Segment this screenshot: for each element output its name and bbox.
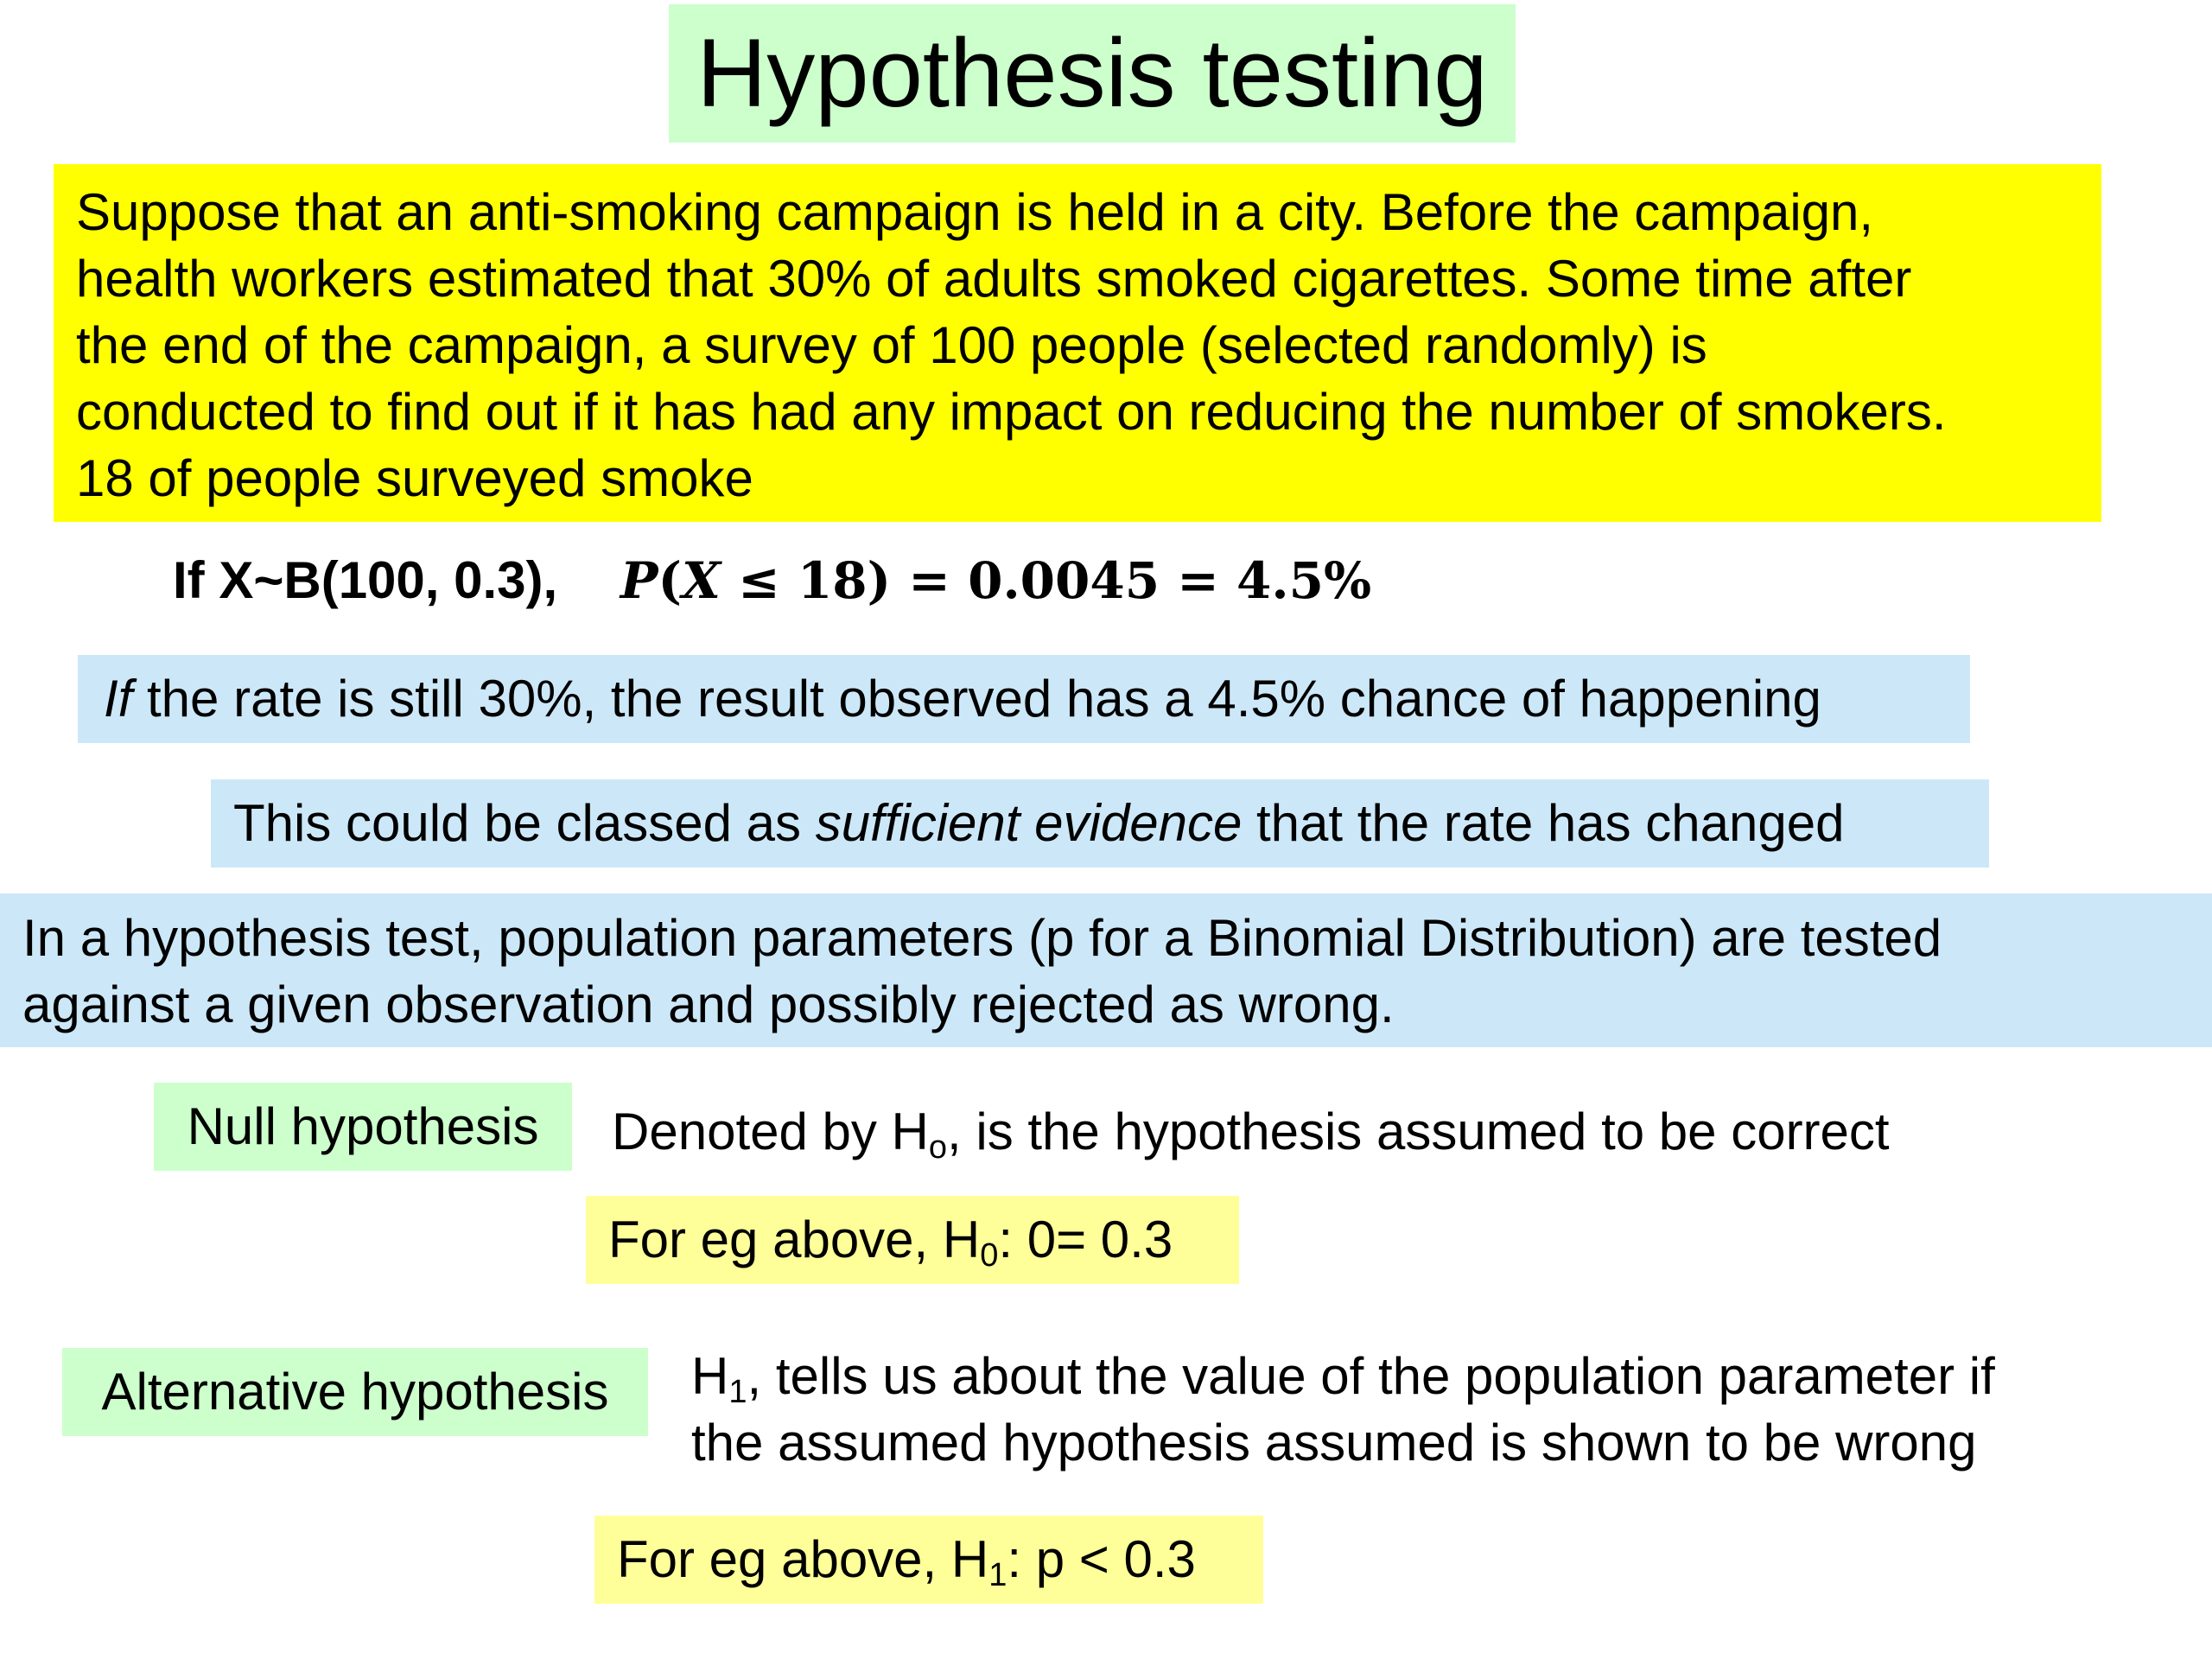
alt-desc-subscript: 1 [728,1374,747,1410]
sufficient-italic: sufficient evidence [815,794,1243,852]
parameter-line: against a given observation and possibly rejected as wrong. [22,976,1395,1033]
parameter-explanation [0,893,2212,1047]
alt-example-rest: : p < 0.3 [1007,1530,1196,1588]
problem-statement [54,164,2101,522]
alternative-hypothesis-example [594,1516,1263,1604]
null-hypothesis-description [612,1090,2150,1173]
probability-expression [620,551,1371,610]
null-example-subscript: 0 [980,1237,999,1274]
problem-line: conducted to find out if it has had any impact on reducing the number of smokers. [76,383,1947,441]
null-hypothesis-label: Null hypothesis [154,1083,572,1171]
prob-function: P [620,551,658,610]
alt-example-text: For eg above, H [617,1530,989,1588]
if-word: If [104,670,133,728]
problem-line: the end of the campaign, a survey of 100 people (selected randomly) is [76,316,1707,374]
alternative-hypothesis-label: Alternative hypothesis [62,1348,648,1436]
prob-rest: ≤ 18) = 0.0045 = 4.5% [720,551,1372,610]
if-rest: the rate is still 30%, the result observed has a 4.5% chance of happening [132,670,1821,728]
sufficient-before: This could be classed as [233,794,816,852]
alt-desc-h: H [691,1347,729,1405]
prob-variable: X [681,551,721,610]
prob-open: ( [658,551,682,610]
alt-desc-rest: , tells us about the value of the population parameter if [747,1347,1995,1405]
problem-line: 18 of people surveyed smoke [76,449,753,507]
sufficient-evidence-statement [211,779,1989,868]
null-desc-subscript: o [928,1129,948,1166]
problem-line: health workers estimated that 30% of adults smoked cigarettes. Some time after [76,250,1912,308]
sufficient-after: that the rate has changed [1242,794,1845,852]
null-example-rest: : 0= 0.3 [998,1211,1173,1268]
null-desc-rest: , is the hypothesis assumed to be correct [947,1103,1890,1160]
if-statement [78,655,1970,743]
parameter-line: In a hypothesis test, population parameters (p for a Binomial Distribution) are tested [22,909,1942,967]
distribution-statement: If X~B(100, 0.3), [173,551,558,609]
problem-line: Suppose that an anti-smoking campaign is held in a city. Before the campaign, [76,183,1874,241]
null-hypothesis-example [586,1196,1239,1284]
page-title: Hypothesis testing [669,4,1516,143]
alt-desc-line-1 [691,1343,2177,1409]
alt-example-subscript: 1 [988,1557,1007,1593]
null-desc-text: Denoted by H [612,1103,929,1160]
alt-desc-line-2: the assumed hypothesis assumed is shown to be wrong [691,1414,1977,1471]
null-example-text: For eg above, H [608,1211,981,1268]
alternative-hypothesis-description [691,1343,2177,1490]
probability-formula [173,546,1555,615]
